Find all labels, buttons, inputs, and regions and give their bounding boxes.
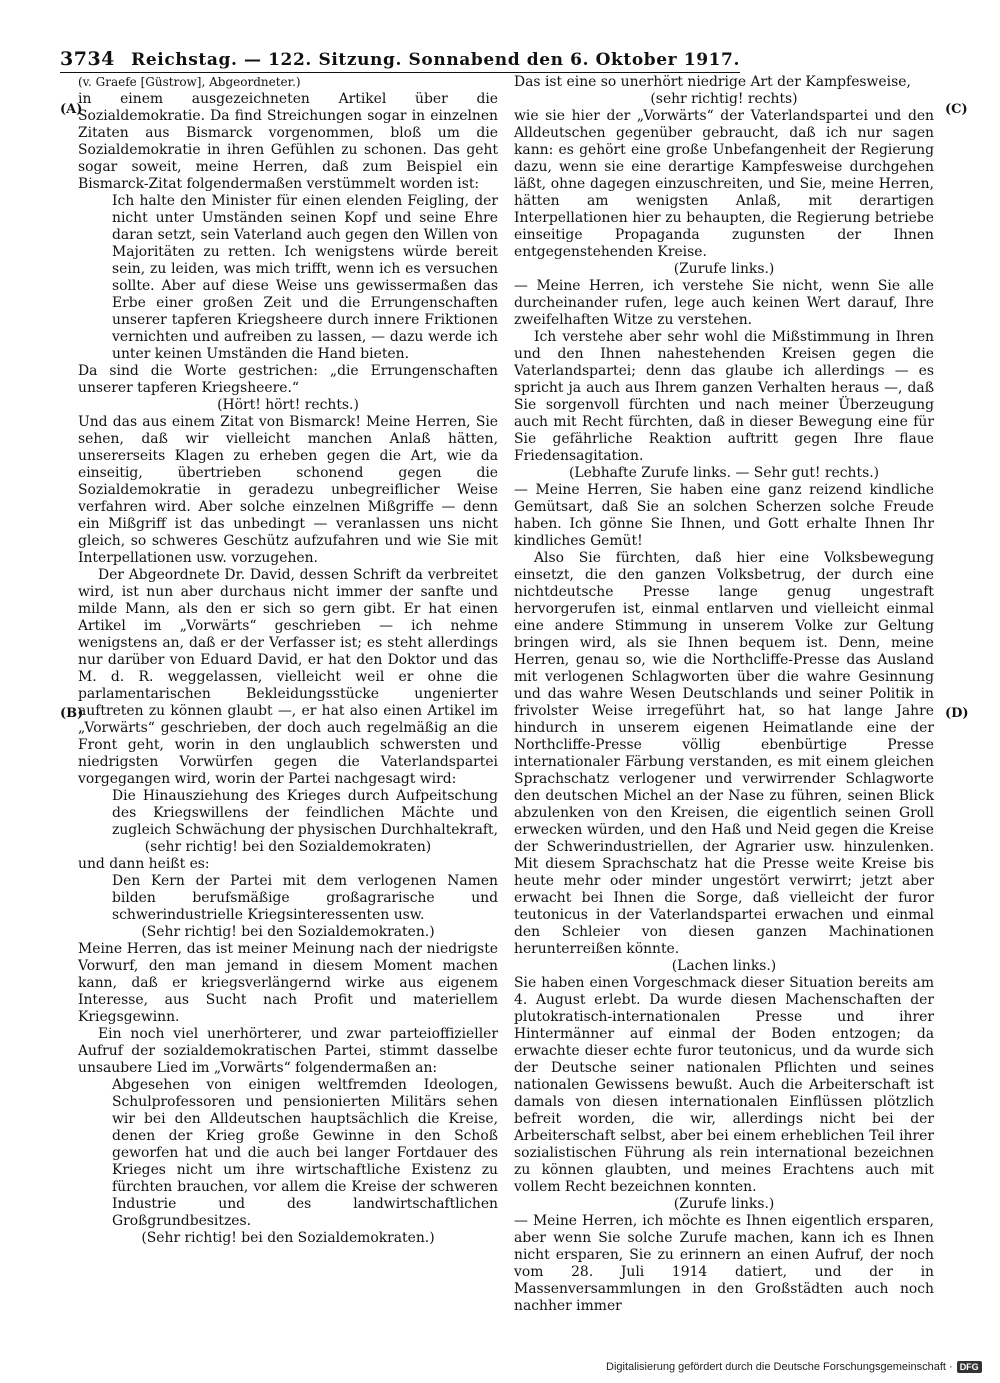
paragraph: Da sind die Worte gestrichen: „die Errungenschaften unserer tapferen Kriegsheere.“ (78, 363, 498, 396)
paragraph: wie sie hier der „Vorwärts“ der Vaterlandspartei und den Alldeutschen gegenüber gebraucht, daß ich nur sagen kann: es gehört eine große Unbefangenheit der Regierung dazu, wenn sie eine derartige Kampfesweise durchgehen läßt, ohne dagegen einzuschreiten, und Sie, meine Herren, hätten am wenigsten Anlaß, mit derartigen Interpellationen hier zu behaupten, die Regierung betriebe einseitige Propaganda zugunsten der Ihnen entgegenstehenden Kreise. (514, 108, 934, 260)
running-title: Reichstag. — 122. Sitzung. Sonnabend den 6. Oktober 1917. (131, 50, 740, 70)
page-number: 3734 (60, 48, 115, 70)
margin-mark-c: (C) (945, 102, 968, 117)
interjection: (Lachen links.) (671, 958, 777, 974)
margin-mark-d: (D) (945, 706, 969, 721)
margin-mark-b: (B) (60, 706, 84, 721)
interjection: (Zurufe links.) (673, 1196, 775, 1212)
paragraph: Das ist eine so unerhört niedrige Art der Kampfesweise, (514, 74, 911, 90)
margin-mark-a: (A) (60, 102, 83, 117)
interjection: (Lebhafte Zurufe links. — Sehr gut! rechts.) (568, 465, 880, 481)
paragraph: Also Sie fürchten, daß hier eine Volksbewegung einsetzt, die den ganzen Volksbetrug, der durch eine nichtdeutsche Presse lange genug ungestraft hervorgerufen ist, einmal entlarven und vielleicht einmal eine andere Stimmung in unserem Volke zur Geltung bringen wird, als sie Ihnen bequem ist. Denn, meine Herren, genau so, wie die Northcliffe-Presse das Ausland mit verlogenen Schlagworten über die wahre Gesinnung und das wahre Wesen Deutschlands und seiner Politik in frivolster Weise irregeführt hat, so hat lange Jahre hindurch in unserem eigenen Heimatlande eine der Northcliffe-Presse völlig ebenbürtige Presse internationaler Färbung verstanden, es mit einem gleichen Sprachschatz verlogener und verwirrender Schlagworte den deutschen Michel an der Nase zu führen, seinen Blick abzulenken von den Kreisen, die eigentlich seinen Groll erwecken würden, und den Haß und Neid gegen die Kreise der Schwerindustriellen, der Agrarier usw. hinzulenken. Mit diesem Sprachschatz hat die Presse weite Kreise bis heute mehr oder minder ungestört verwirrt; jetzt aber erwacht bei Ihnen die Sorge, daß vielleicht der furor teutonicus in der Vaterlandspartei erwachen und einmal den Schleier von diesen ganzen Machinationen herunterreißen könnte. (514, 550, 934, 957)
paragraph: Ich verstehe aber sehr wohl die Mißstimmung in Ihren und den Ihnen nahestehenden Kreisen gegen die Vaterlandspartei; denn das glaube ich allerdings — es spricht ja auch aus Ihrem ganzen Verhalten heraus —, daß Sie sorgenvoll fürchten und nach meiner Überzeugung auch mit Recht fürchten, daß in dieser Bewegung eine für Sie gefährliche Reaktion auftritt gegen Ihre flaue Friedensagitation. (514, 329, 934, 464)
interjection: (sehr richtig! bei den Sozialdemokraten) (144, 839, 432, 855)
paragraph: Und das aus einem Zitat von Bismarck! Meine Herren, Sie sehen, daß wir vielleicht manchen Anlaß hätten, unsererseits Klagen zu erheben gegen die Art, wie da einseitig, übertrieben schonend gegen die Sozialdemokratie in geradezu unbegreiflicher Weise verfahren wird. Aber solche einzelnen Mißgriffe — denn ein Mißgriff ist das unbedingt — veranlassen uns nicht gleich, so schweres Geschütz aufzufahren und wie Sie mit Interpellationen usw. vorzugehen. (78, 414, 498, 566)
quote-block: Den Kern der Partei mit dem verlogenen Namen bilden berufsmäßige großagrarische und schwerindustrielle Kriegsinteressenten usw. (112, 873, 498, 923)
quote-block: Ich halte den Minister für einen elenden Feigling, der nicht unter Umständen seinen Kopf und seine Ehre daran setzt, sein Vaterland auch gegen den Willen von Majoritäten zu retten. Ich wenigstens würde bereit sein, zu leiden, was mich trifft, wenn ich es versuchen sollte. Aber auf diese Weise uns gewissermaßen das Erbe einer großen Zeit und die Errungenschaften unserer tapferen Kriegsheere durch innere Friktionen vernichten und aufreiben zu lassen, — dazu werde ich unter keinen Umständen die Hand bieten. (112, 193, 498, 362)
paragraph: Ein noch viel unerhörterer, und zwar parteioffizieller Aufruf der sozialdemokratischen Partei, stimmt dasselbe unsaubere Lied im „Vorwärts“ folgendermaßen an: (78, 1026, 498, 1076)
paragraph: — Meine Herren, Sie haben eine ganz reizend kindliche Gemütsart, daß Sie an solchen Scherzen solche Freude haben. Ich gönne Sie Ihnen, und Gott erhalte Ihnen Ihr kindliches Gemüt! (514, 482, 934, 549)
interjection: (Sehr richtig! bei den Sozialdemokraten.) (141, 1230, 435, 1246)
paragraph: in einem ausgezeichneten Artikel über die Sozialdemokratie. Da find Streichungen sogar in einzelnen Zitaten aus Bismarck vorgenommen, bloß um die Sozialdemokratie in ihren Gefühlen zu schonen. Das geht sogar soweit, meine Herren, daß zum Beispiel ein Bismarck-Zitat folgendermaßen verstümmelt worden ist: (78, 91, 498, 192)
page-header (60, 44, 740, 73)
paragraph: Sie haben einen Vorgeschmack dieser Situation bereits am 4. August erlebt. Da wurde diesen Machenschaften der plutokratisch-internationalen Presse und ihrer Hintermänner auf einmal der Boden entzogen; da erwachte dieser echte furor teutonicus, und da wurde sich der Deutsche seiner nationalen Pflichten und seines nationalen Gewissens bewußt. Auch die Arbeiterschaft ist damals von diesen internationalen Einflüssen plötzlich befreit worden, die wir, allerdings nicht bei der Arbeiterschaft selbst, aber bei einem erheblichen Teil ihrer sozialistischen Führung als rein international bezeichnen zu können glaubten, und meines Erachtens auch mit vollem Recht bezeichnen konnten. (514, 975, 934, 1195)
dfg-logo-icon: DFG (957, 1361, 982, 1373)
paragraph: Meine Herren, das ist meiner Meinung nach der niedrigste Vorwurf, den man jemand in diesem Moment machen kann, daß er kriegsverlängernd wirke aus eigenem Interesse, aus Sucht nach Profit und materiellem Kriegsgewinn. (78, 941, 498, 1025)
right-column (514, 74, 934, 1315)
paragraph: Der Abgeordnete Dr. David, dessen Schrift da verbreitet wird, ist nun aber durchaus nicht immer der sanfte und milde Mann, als den er sich so gern gibt. Er hat einen Artikel im „Vorwärts“ geschrieben — ich nehme wenigstens an, daß er der Verfasser ist; es steht allerdings nur darüber von Eduard David, er hat den Doktor und das M. d. R. weggelassen, vielleicht weil er ohne die parlamentarischen Bekleidungsstücke ungenierter auftreten zu können glaubt —, er hat also einen Artikel im „Vorwärts“ geschrieben, der doch auch regelmäßig an die Front geht, worin in den unglaublich schwersten und niedrigsten Vorwürfen gegen die Vaterlandspartei vorgegangen wird, worin der Partei nachgesagt wird: (78, 567, 498, 787)
paragraph: und dann heißt es: (78, 856, 210, 872)
paragraph: — Meine Herren, ich verstehe Sie nicht, wenn Sie alle durcheinander rufen, lege auch keinen Wert darauf, Ihre zweifelhaften Witze zu verstehen. (514, 278, 934, 328)
interjection: (Sehr richtig! bei den Sozialdemokraten.) (141, 924, 435, 940)
footer-credit (606, 1361, 982, 1373)
interjection: (Hört! hört! rechts.) (217, 397, 359, 413)
speaker-label: (v. Graefe [Güstrow], Abgeordneter.) (78, 75, 301, 89)
left-column (78, 74, 498, 1247)
footer-text: Digitalisierung gefördert durch die Deutsche Forschungsgemeinschaft · (606, 1361, 953, 1373)
paragraph: — Meine Herren, ich möchte es Ihnen eigentlich ersparen, aber wenn Sie solche Zurufe machen, kann ich es Ihnen nicht ersparen, Sie zu erinnern an einen Aufruf, der noch vom 28. Juli 1914 datiert, und der in Massenversammlungen in den Großstädten auch noch nachher immer (514, 1213, 934, 1314)
quote-block: Die Hinausziehung des Krieges durch Aufpeitschung des Kriegswillens der feindlichen Mächte und zugleich Schwächung der physischen Durchhaltekraft, (112, 788, 499, 838)
interjection: (sehr richtig! rechts) (650, 91, 798, 107)
interjection: (Zurufe links.) (673, 261, 775, 277)
quote-block: Abgesehen von einigen weltfremden Ideologen, Schulprofessoren und pensionierten Militärs sehen wir bei den Alldeutschen hauptsächlich die Kreise, denen der Krieg große Gewinne in den Schoß geworfen hat und die auch bei langer Fortdauer des Krieges nicht um ihre wirtschaftliche Existenz zu fürchten brauchen, vor allem die Kreise der schweren Industrie und des landwirtschaftlichen Großgrundbesitzes. (112, 1077, 498, 1229)
